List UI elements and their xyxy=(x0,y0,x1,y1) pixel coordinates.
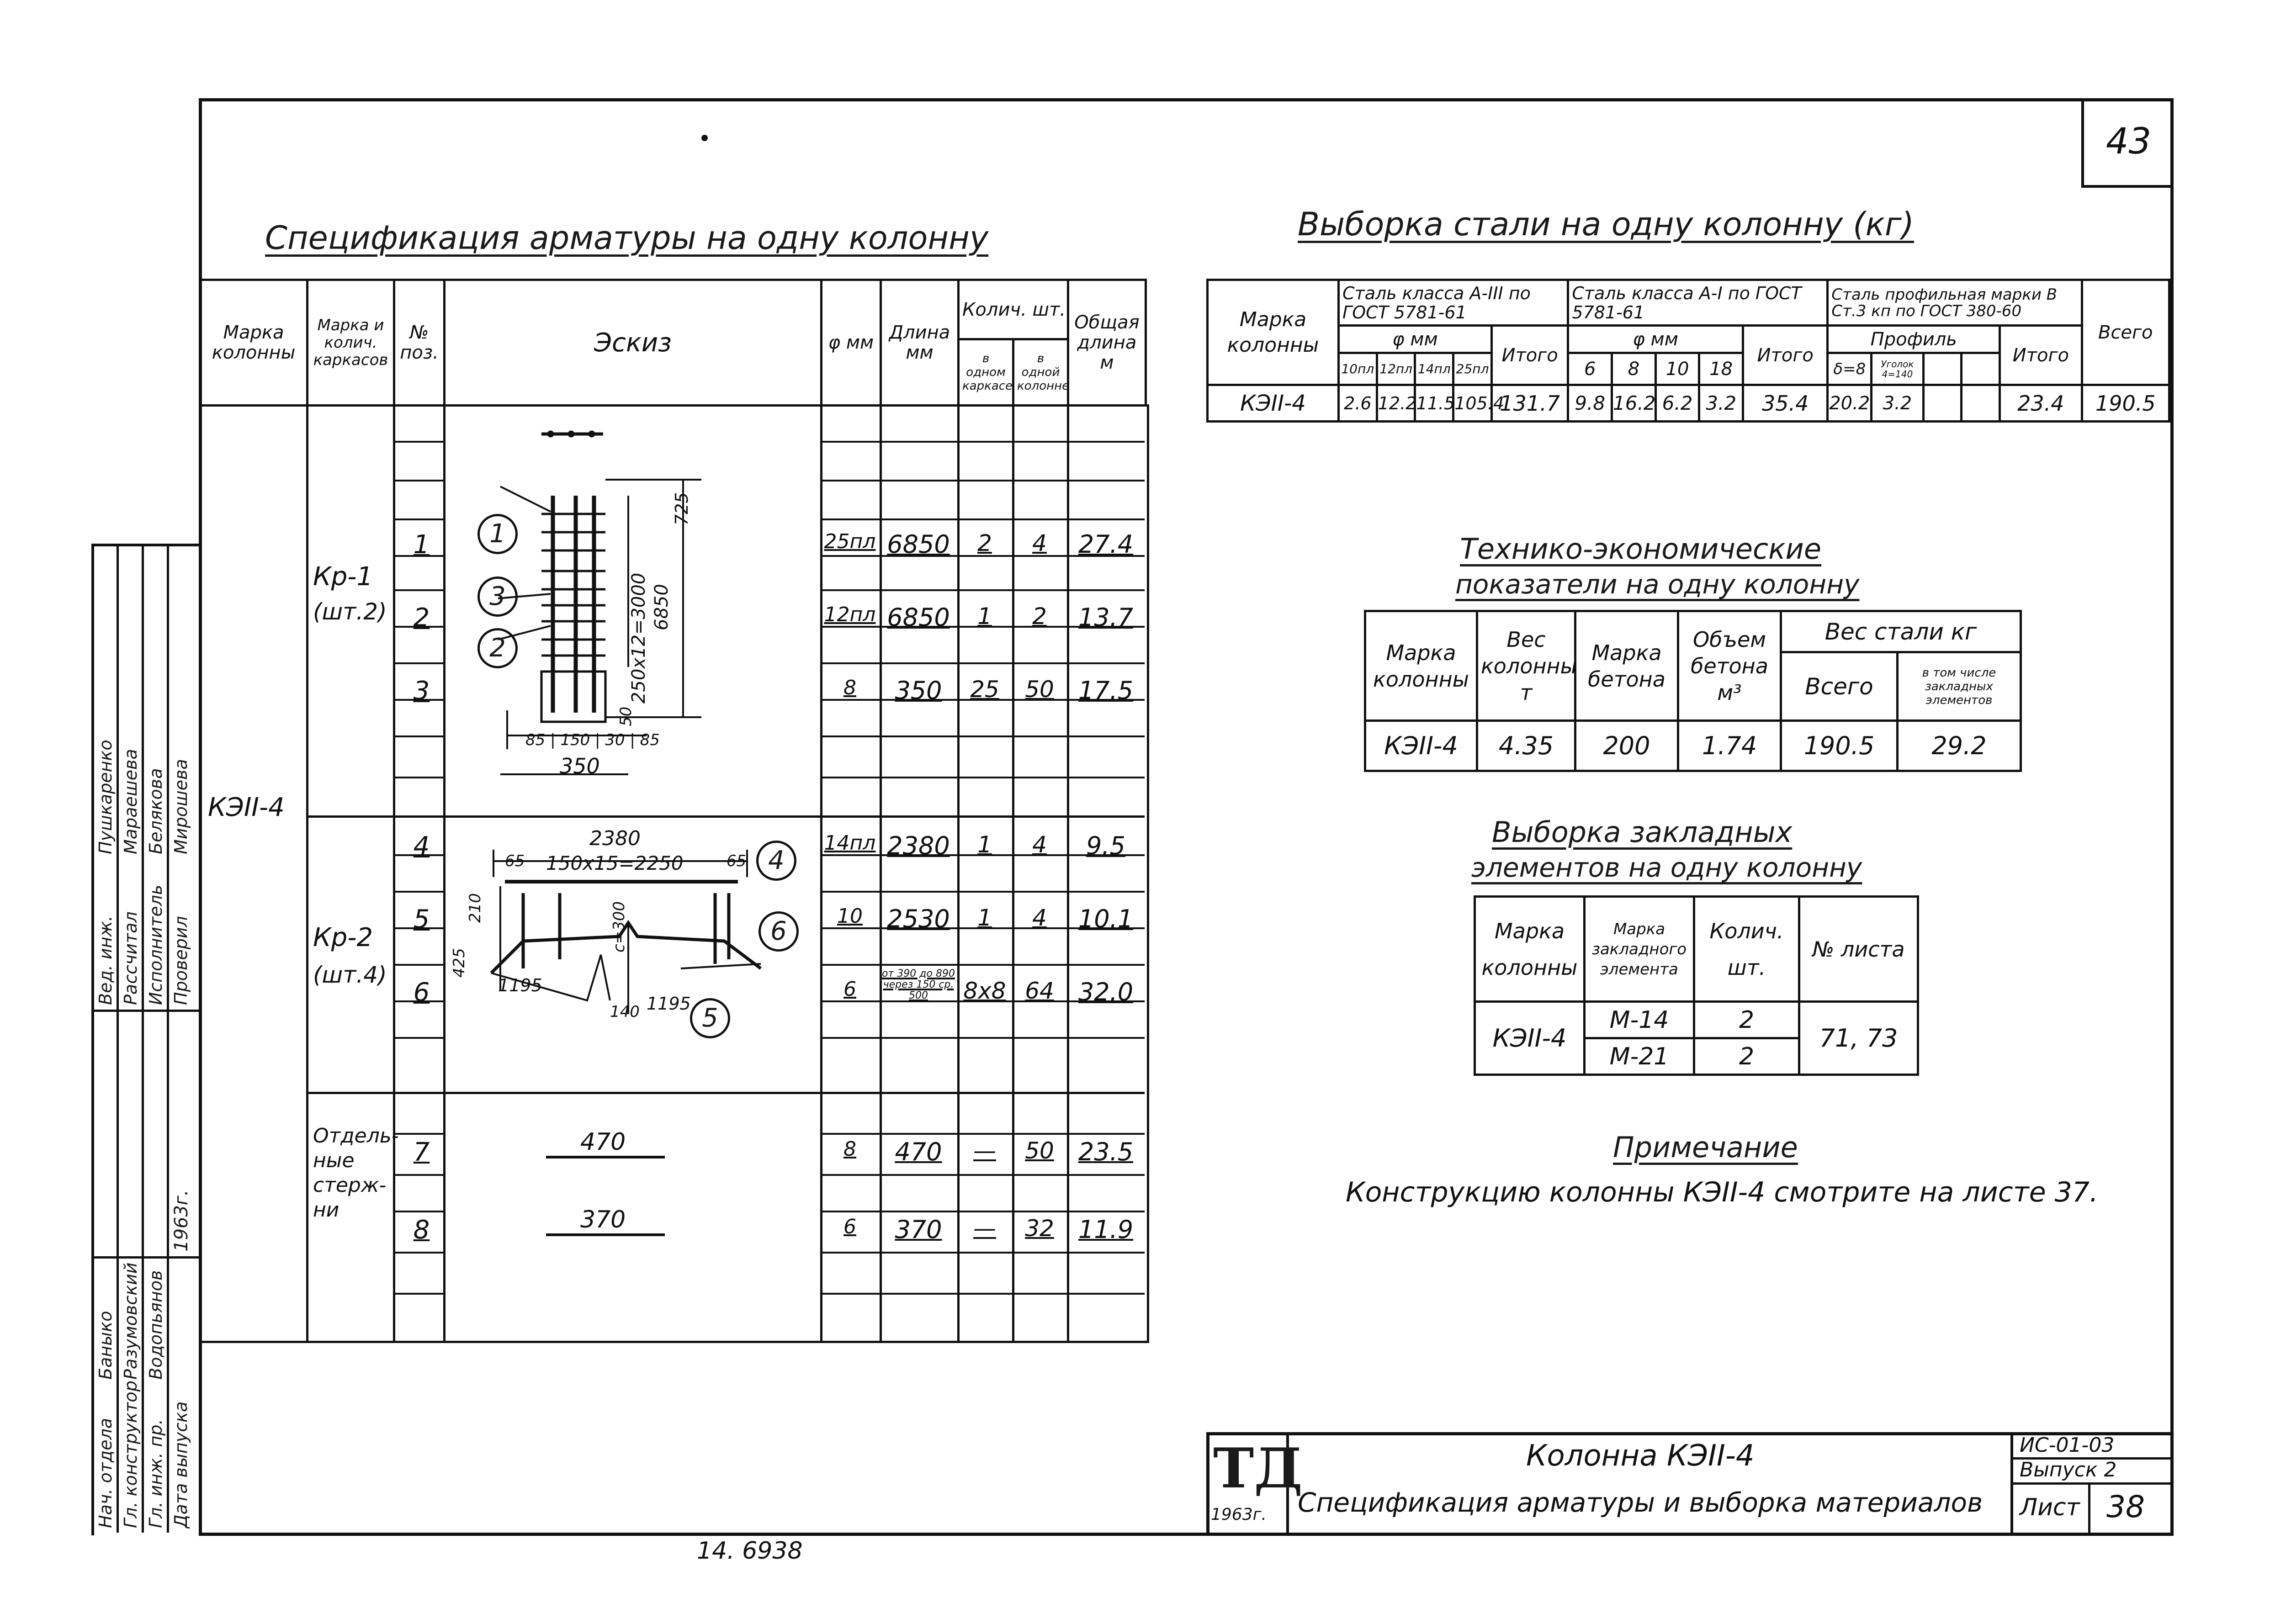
kr1-dim-total: 6850 xyxy=(651,584,672,630)
note-text: Конструкцию колонны КЭII-4 смотрите на листе 37. xyxy=(1346,1176,2099,1208)
ss-g1-0: 2.6 xyxy=(1339,385,1377,422)
spec-row-5-pos: 5 xyxy=(413,905,430,934)
note-title: Примечание xyxy=(1613,1131,1798,1164)
hdr-sketch: Эскиз xyxy=(445,280,822,406)
spec-row-1-tot: 27.4 xyxy=(1078,530,1134,559)
spec-row-7-q1: — xyxy=(973,1137,996,1164)
ss-hdr-total2: Итого xyxy=(1743,326,1828,385)
group-kr2-sub: (шт.4) xyxy=(313,962,387,988)
ss-grand: 190.5 xyxy=(2082,385,2169,422)
te-hdr-steel: Вес стали кг xyxy=(1781,611,2021,652)
kr2-l2: 1195 xyxy=(647,994,691,1014)
circle-2: 2 xyxy=(477,628,518,668)
spec-row-3-tot: 17.5 xyxy=(1078,676,1134,705)
side-name-0: Баныко xyxy=(95,1311,116,1380)
spec-row-1-q2: 4 xyxy=(1032,530,1047,556)
spec-row-6-tot: 32.0 xyxy=(1078,978,1134,1006)
ss-sub2-0: 6 xyxy=(1568,353,1612,385)
spec-row-4-q2: 4 xyxy=(1032,831,1047,858)
te-row-concrete: 200 xyxy=(1575,721,1678,771)
em-hdr-elem: Марка закладного элемента xyxy=(1585,897,1694,1002)
spec-row-1-q1: 2 xyxy=(977,530,992,556)
ss-hdr-dia1: φ мм xyxy=(1339,326,1492,353)
ss-hdr-dia2: φ мм xyxy=(1568,326,1743,353)
spec-row-6-pos: 6 xyxy=(413,978,430,1007)
hdr-qty: Колич. шт. xyxy=(959,280,1068,339)
ss-g1-1: 12.2 xyxy=(1377,385,1415,422)
ss-hdr-mark: Марка колонны xyxy=(1208,280,1339,385)
te-hdr-volume: Объем бетона м³ xyxy=(1678,611,1781,721)
title-block-sheet-no: 38 xyxy=(2106,1489,2145,1524)
steel-selection-title: Выборка стали на одну колонну (кг) xyxy=(1298,206,1914,243)
ss-g1-2: 11.5 xyxy=(1415,385,1453,422)
kr2-left: 65 xyxy=(505,852,525,870)
spec-row-3-len: 350 xyxy=(895,676,942,705)
side-signature-block xyxy=(91,544,202,1535)
spec-row-3-q2: 50 xyxy=(1025,676,1054,703)
page-number: 43 xyxy=(2106,121,2152,162)
title-block-code: ИС-01-03 xyxy=(2020,1434,2115,1457)
circle-4: 4 xyxy=(756,841,796,881)
hdr-column-mark: Марка колонны xyxy=(200,280,308,406)
spec-row-4-q1: 1 xyxy=(977,831,992,858)
kr2-c140: 140 xyxy=(610,1003,640,1021)
em-qty-0: 2 xyxy=(1694,1002,1799,1038)
em-row-mark: КЭII-4 xyxy=(1475,1002,1585,1075)
side-role-3: Дата выпуска xyxy=(171,1401,191,1528)
te-row-volume: 1.74 xyxy=(1678,721,1781,771)
steel-selection-table xyxy=(1206,279,2170,423)
ss-g2-0: 9.8 xyxy=(1568,385,1612,422)
bar8-line xyxy=(546,1233,665,1236)
ss-g3-total: 23.4 xyxy=(2000,385,2082,422)
bar8-label: 370 xyxy=(580,1206,626,1233)
spec-row-4-dia: 14пл xyxy=(824,831,876,855)
te-row-total: 190.5 xyxy=(1781,721,1898,771)
kr1-bottom: 85 | 150 | 30 | 85 xyxy=(525,731,660,749)
ss-row-mark: КЭII-4 xyxy=(1208,385,1339,422)
spec-row-4-pos: 4 xyxy=(413,831,430,861)
ss-g1-total: 131.7 xyxy=(1491,385,1568,422)
bar7-line xyxy=(546,1156,665,1158)
side-name-6: Белякова xyxy=(146,768,166,854)
te-hdr-concrete: Марка бетона xyxy=(1575,611,1678,721)
em-qty-1: 2 xyxy=(1694,1038,1799,1075)
ss-g3-1: 3.2 xyxy=(1872,385,1924,422)
kr2-h2: 210 xyxy=(466,893,484,923)
group-kr2-label: Кр-2 xyxy=(313,923,373,952)
kr2-right: 65 xyxy=(727,852,747,870)
ss-sub2-3: 18 xyxy=(1699,353,1743,385)
ss-hdr-group2: Сталь класса А-I по ГОСТ 5781-61 xyxy=(1568,280,1828,326)
spec-row-2-dia: 12пл xyxy=(824,603,876,626)
side-name-4: Пушкаренко xyxy=(95,740,116,854)
embedded-title-1: Выборка закладных xyxy=(1492,815,1793,849)
kr1-width: 350 xyxy=(560,754,600,778)
spec-row-4-tot: 9.5 xyxy=(1086,831,1125,860)
hdr-diameter: φ мм xyxy=(822,280,881,406)
kr2-c: c=300 xyxy=(610,901,628,952)
spec-row-5-tot: 10.1 xyxy=(1078,905,1134,933)
ss-hdr-grand: Всего xyxy=(2082,280,2169,385)
title-block-issue: Выпуск 2 xyxy=(2020,1458,2117,1481)
ss-g2-3: 3.2 xyxy=(1699,385,1743,422)
spec-row-8-pos: 8 xyxy=(413,1215,430,1245)
column-mark-value: КЭII-4 xyxy=(208,793,285,822)
spec-row-6-len: от 390 до 890 через 150 ср. 500 xyxy=(882,968,955,1001)
side-role-4: Вед. инж. xyxy=(95,915,116,1005)
ss-hdr-group3: Сталь профильная марки В Ст.3 кп по ГОСТ 380-60 xyxy=(1828,280,2082,326)
spec-row-2-pos: 2 xyxy=(413,603,430,633)
title-block-line1: Колонна КЭII-4 xyxy=(1526,1439,1755,1473)
kr1-dim-top: 725 xyxy=(672,492,692,525)
side-name-1: Разумовский xyxy=(121,1262,141,1380)
spec-row-7-q2: 50 xyxy=(1025,1137,1054,1164)
group-kr1-label: Кр-1 xyxy=(313,562,373,592)
ss-g3-0: 20.2 xyxy=(1828,385,1872,422)
side-role-0: Нач. отдела xyxy=(95,1418,116,1528)
kr2-top: 2380 xyxy=(589,827,641,850)
title-block-line2: Спецификация арматуры и выборка материалов xyxy=(1298,1487,1983,1518)
ss-sub3-3 xyxy=(1962,353,2000,385)
circle-5: 5 xyxy=(690,998,730,1038)
ss-g3-3 xyxy=(1962,385,2000,422)
kr2-l1: 1195 xyxy=(498,975,542,995)
ss-sub1-2: 14пл xyxy=(1415,353,1453,385)
spec-row-1-len: 6850 xyxy=(887,530,950,559)
spec-row-1-pos: 1 xyxy=(413,530,430,560)
ss-sub3-0: δ=8 xyxy=(1828,353,1872,385)
spec-row-7-len: 470 xyxy=(895,1137,942,1166)
spec-row-2-tot: 13.7 xyxy=(1078,603,1134,632)
em-elem-0: М-14 xyxy=(1585,1002,1694,1038)
spec-row-4-len: 2380 xyxy=(887,831,950,860)
hdr-frame-mark: Марка и колич. каркасов xyxy=(308,280,394,406)
ss-g2-total: 35.4 xyxy=(1743,385,1828,422)
side-name-5: Мараешева xyxy=(121,749,141,854)
ss-sub2-2: 10 xyxy=(1655,353,1699,385)
bar7-label: 470 xyxy=(580,1128,626,1156)
em-row-sheet: 71, 73 xyxy=(1799,1002,1918,1075)
spec-row-7-pos: 7 xyxy=(413,1137,430,1167)
spec-row-2-q1: 1 xyxy=(977,603,992,629)
sheet-frame-right xyxy=(2170,98,2174,1536)
spec-row-8-tot: 11.9 xyxy=(1078,1215,1134,1244)
em-elem-1: М-21 xyxy=(1585,1038,1694,1075)
ss-g1-3: 105.4 xyxy=(1453,385,1492,422)
ss-hdr-total3: Итого xyxy=(2000,326,2082,385)
hdr-qty-column: в одной колонне xyxy=(1013,339,1068,406)
ss-g2-2: 6.2 xyxy=(1655,385,1699,422)
spec-row-2-len: 6850 xyxy=(887,603,950,632)
ss-sub1-1: 12пл xyxy=(1377,353,1415,385)
spec-row-3-dia: 8 xyxy=(843,676,856,699)
te-hdr-total: Всего xyxy=(1781,652,1898,721)
tech-econ-table xyxy=(1364,610,2022,772)
side-date: 1963г. xyxy=(171,1190,192,1252)
ss-sub1-3: 25пл xyxy=(1453,353,1492,385)
embedded-table xyxy=(1474,895,1919,1076)
rebar-spec-title: Спецификация арматуры на одну колонну xyxy=(265,219,989,257)
hdr-length: Длина мм xyxy=(881,280,959,406)
tech-econ-title-1: Технико-экономические xyxy=(1460,532,1821,566)
em-hdr-mark: Марка колонны xyxy=(1475,897,1585,1002)
ss-g2-1: 16.2 xyxy=(1612,385,1656,422)
page-number-box xyxy=(2081,98,2173,188)
spec-row-6-q1: 8x8 xyxy=(963,978,1006,1004)
spec-row-5-dia: 10 xyxy=(837,905,863,928)
spec-row-1-dia: 25пл xyxy=(824,530,876,553)
spec-row-7-tot: 23.5 xyxy=(1078,1137,1134,1166)
em-hdr-qty: Колич. шт. xyxy=(1694,897,1799,1002)
ss-sub3-2 xyxy=(1923,353,1962,385)
spec-row-5-len: 2530 xyxy=(887,905,950,933)
kr2-h1: 425 xyxy=(450,948,468,978)
side-role-1: Гл. конструктор xyxy=(121,1381,141,1528)
spec-row-2-q2: 2 xyxy=(1032,603,1047,629)
te-hdr-weight: Вес колонны т xyxy=(1477,611,1575,721)
spec-row-3-q1: 25 xyxy=(970,676,999,703)
ss-hdr-profile: Профиль xyxy=(1828,326,2000,353)
te-row-weight: 4.35 xyxy=(1477,721,1575,771)
spec-row-8-q2: 32 xyxy=(1025,1215,1054,1242)
embedded-title-2: элементов на одну колонну xyxy=(1471,852,1862,883)
hdr-qty-frame: в одном каркасе xyxy=(959,339,1013,406)
te-row-mark: КЭII-4 xyxy=(1365,721,1477,771)
spec-row-8-len: 370 xyxy=(895,1215,942,1244)
spec-row-5-q1: 1 xyxy=(977,905,992,931)
circle-1: 1 xyxy=(477,514,518,554)
hdr-total-length: Общая длина м xyxy=(1068,280,1146,406)
group-kr1-sub: (шт.2) xyxy=(313,598,387,625)
hdr-pos-no: № поз. xyxy=(394,280,445,406)
bottom-number: 14. 6938 xyxy=(697,1537,803,1565)
kr1-dim-vert: 250x12=3000 xyxy=(628,572,649,704)
title-block-sheet-label: Лист xyxy=(2020,1494,2080,1521)
ss-hdr-total1: Итого xyxy=(1491,326,1568,385)
circle-3: 3 xyxy=(477,577,518,617)
em-hdr-sheet: № листа xyxy=(1799,897,1918,1002)
kr1-side: 50 xyxy=(617,706,635,726)
spec-row-3-pos: 3 xyxy=(413,676,430,706)
circle-6: 6 xyxy=(758,911,799,952)
te-hdr-mark: Марка колонны xyxy=(1365,611,1477,721)
spec-row-6-q2: 64 xyxy=(1025,978,1054,1004)
rebar-spec-table xyxy=(199,279,1147,407)
kr2-mid: 150x15=2250 xyxy=(546,852,684,874)
tech-econ-title-2: показатели на одну колонну xyxy=(1455,569,1860,600)
ss-sub1-0: 10пл xyxy=(1339,353,1377,385)
scan-dot xyxy=(701,135,708,141)
side-name-7: Мирошева xyxy=(171,759,191,854)
side-role-6: Исполнитель xyxy=(146,884,166,1005)
group-separate-label: Отдель-ные стерж-ни xyxy=(313,1124,399,1222)
side-role-5: Рассчитал xyxy=(121,911,141,1005)
title-block-logo: ТД xyxy=(1213,1436,1303,1501)
side-name-2: Водопьянов xyxy=(146,1270,166,1380)
side-role-7: Проверил xyxy=(171,916,191,1005)
ss-hdr-group1: Сталь класса А-III по ГОСТ 5781-61 xyxy=(1339,280,1568,326)
title-block-year: 1963г. xyxy=(1211,1505,1267,1524)
spec-row-8-q1: — xyxy=(973,1215,996,1242)
spec-row-5-q2: 4 xyxy=(1032,905,1047,931)
side-role-2: Гл. инж. пр. xyxy=(146,1419,166,1528)
spec-row-6-dia: 6 xyxy=(843,978,856,1001)
spec-row-8-dia: 6 xyxy=(843,1215,856,1238)
ss-g3-2 xyxy=(1923,385,1962,422)
ss-sub3-1: Уголок 4=140 xyxy=(1872,353,1924,385)
te-row-incl: 29.2 xyxy=(1898,721,2021,771)
spec-row-7-dia: 8 xyxy=(843,1137,856,1161)
te-hdr-incl: в том числе закладных элементов xyxy=(1898,652,2021,721)
ss-sub2-1: 8 xyxy=(1612,353,1656,385)
